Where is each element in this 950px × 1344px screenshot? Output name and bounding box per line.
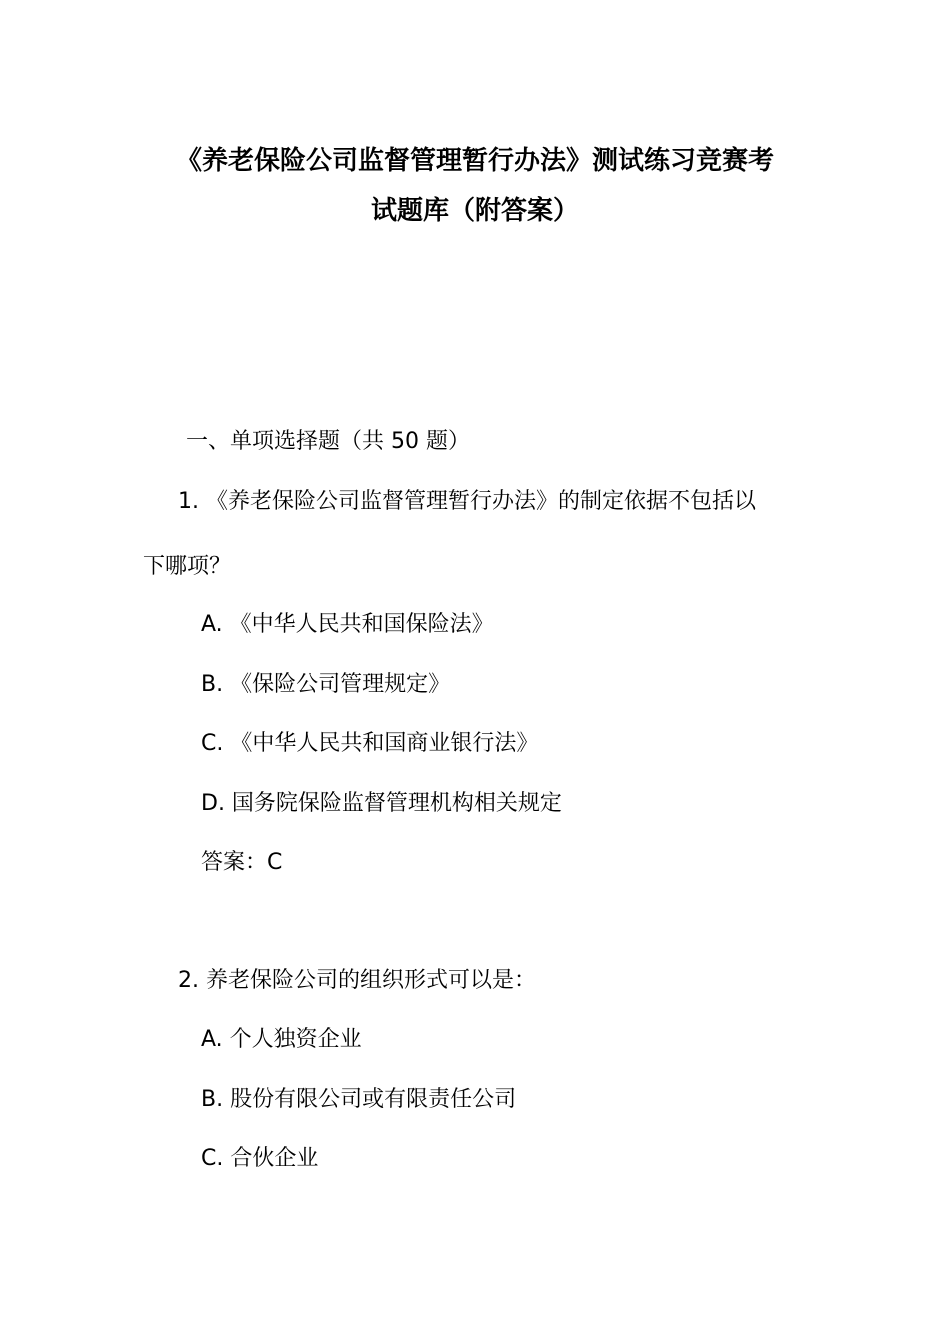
section-heading: 一、单项选择题（共 50 题） (186, 429, 470, 454)
question-2-option-c: C. 合伙企业 (201, 1146, 319, 1171)
question-2-option-a: A. 个人独资企业 (201, 1027, 362, 1052)
question-1-stem-line-2: 下哪项？ (143, 554, 232, 579)
question-1-answer: 答案：C (201, 850, 283, 875)
question-1-option-a: A. 《中华人民共和国保险法》 (201, 612, 494, 637)
question-2-stem: 2. 养老保险公司的组织形式可以是： (178, 968, 536, 993)
question-2-option-b: B. 股份有限公司或有限责任公司 (201, 1087, 517, 1112)
question-1-stem-line-1: 1. 《养老保险公司监督管理暂行办法》的制定依据不包括以 (178, 489, 756, 514)
question-1-option-b: B. 《保险公司管理规定》 (201, 672, 451, 697)
question-1-option-d: D. 国务院保险监督管理机构相关规定 (201, 791, 562, 816)
question-1-option-c: C. 《中华人民共和国商业银行法》 (201, 731, 539, 756)
document-title-line-1: 《养老保险公司监督管理暂行办法》测试练习竞赛考 (175, 146, 774, 176)
document-title-line-2: 试题库（附答案） (370, 196, 579, 226)
